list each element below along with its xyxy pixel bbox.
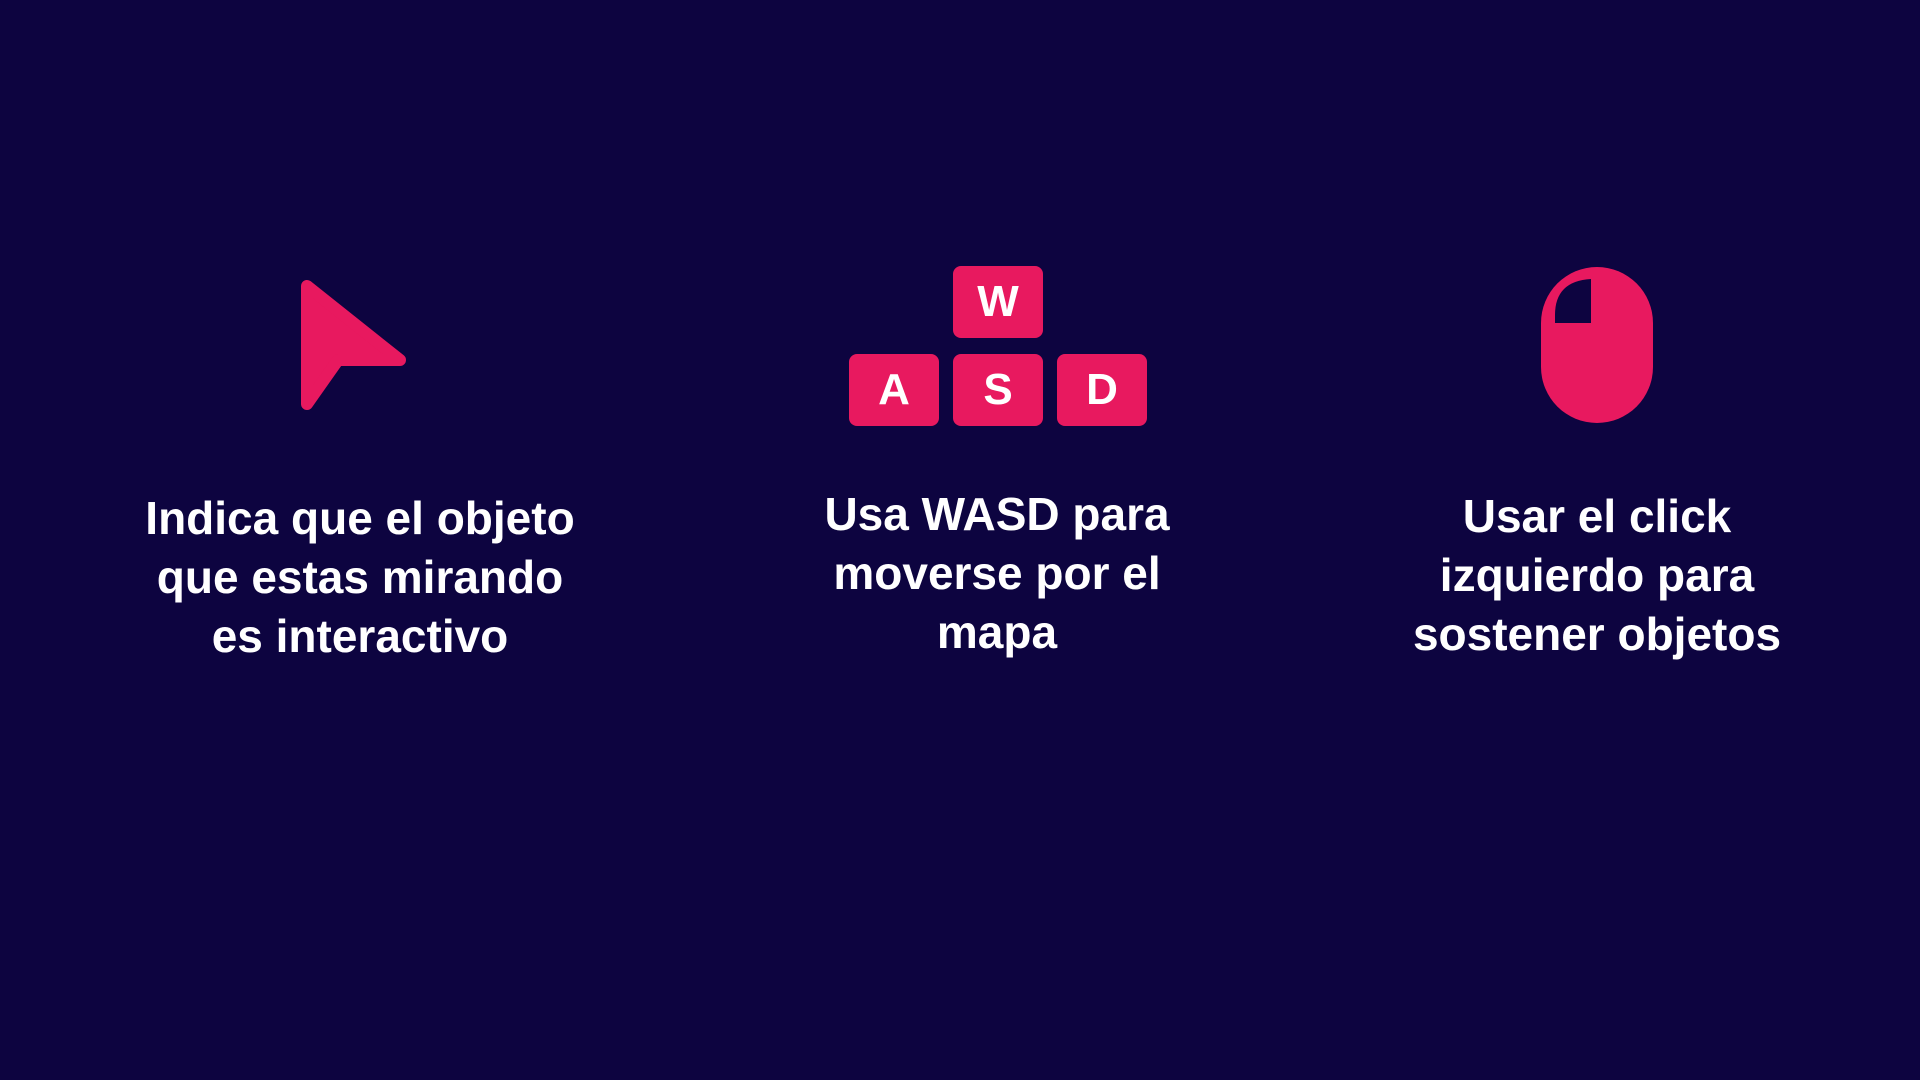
- wasd-keys-icon: [677, 262, 1317, 432]
- key-d: D: [1057, 354, 1147, 426]
- key-a: A: [849, 354, 939, 426]
- key-w: W: [953, 266, 1043, 338]
- caption-line: moverse por el: [833, 547, 1161, 599]
- tip-icon-container: [1277, 262, 1917, 432]
- caption-line: izquierdo para: [1439, 549, 1755, 601]
- caption-line: mapa: [936, 606, 1058, 658]
- tip-icon-container: [40, 262, 680, 432]
- caption-line: que estas mirando: [156, 551, 564, 603]
- tip-caption: [40, 489, 680, 666]
- caption-line: es interactivo: [211, 610, 509, 662]
- tip-movement: [677, 0, 1317, 1080]
- tip-hold-objects: [1277, 0, 1917, 1080]
- mouse-left-click-icon: [1539, 265, 1655, 425]
- key-s: S: [953, 354, 1043, 426]
- caption-line: Indica que el objeto: [145, 492, 575, 544]
- tip-interactive-object: [40, 0, 680, 1080]
- caption-line: Usa WASD para: [824, 488, 1170, 540]
- pointer-arrow-icon: [298, 272, 408, 412]
- tip-caption: [677, 485, 1317, 662]
- caption-line: Usar el click: [1462, 490, 1732, 542]
- caption-line: sostener objetos: [1412, 608, 1782, 660]
- tip-caption: [1277, 487, 1917, 664]
